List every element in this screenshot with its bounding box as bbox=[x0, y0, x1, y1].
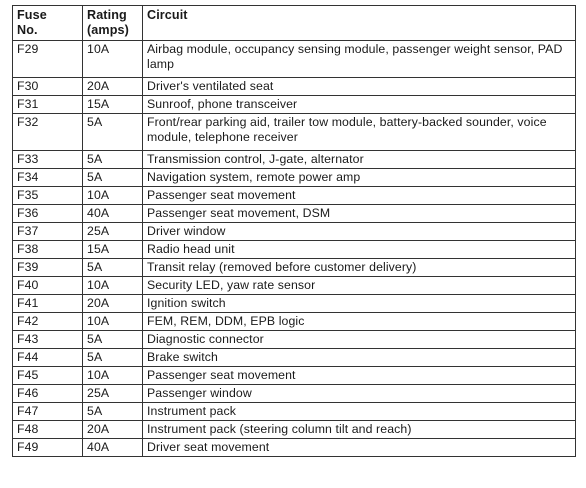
rating-cell: 10A bbox=[83, 187, 143, 205]
header-fuse-line1: Fuse bbox=[17, 8, 47, 22]
fuse-cell: F31 bbox=[13, 96, 83, 114]
table-body bbox=[13, 41, 576, 457]
circuit-cell: Driver seat movement bbox=[143, 439, 576, 457]
rating-cell: 20A bbox=[83, 78, 143, 96]
rating-cell: 40A bbox=[83, 205, 143, 223]
fuse-cell: F33 bbox=[13, 151, 83, 169]
circuit-cell: Transmission control, J-gate, alternator bbox=[143, 151, 576, 169]
rating-cell: 15A bbox=[83, 96, 143, 114]
fuse-table bbox=[12, 5, 576, 457]
circuit-cell: Airbag module, occupancy sensing module, passenger weight sensor, PAD lamp bbox=[143, 41, 576, 78]
circuit-cell: Passenger seat movement bbox=[143, 187, 576, 205]
header-circuit bbox=[143, 6, 576, 41]
table-row bbox=[13, 223, 576, 241]
rating-cell: 10A bbox=[83, 41, 143, 78]
fuse-cell: F44 bbox=[13, 349, 83, 367]
fuse-cell: F49 bbox=[13, 439, 83, 457]
fuse-cell: F45 bbox=[13, 367, 83, 385]
circuit-cell: FEM, REM, DDM, EPB logic bbox=[143, 313, 576, 331]
table-row bbox=[13, 331, 576, 349]
table-row bbox=[13, 96, 576, 114]
table-row bbox=[13, 367, 576, 385]
fuse-cell: F30 bbox=[13, 78, 83, 96]
header-rating-line1: Rating bbox=[87, 8, 127, 22]
circuit-cell: Ignition switch bbox=[143, 295, 576, 313]
rating-cell: 25A bbox=[83, 385, 143, 403]
table-header bbox=[13, 6, 576, 41]
table-row bbox=[13, 187, 576, 205]
fuse-cell: F43 bbox=[13, 331, 83, 349]
fuse-cell: F41 bbox=[13, 295, 83, 313]
fuse-cell: F46 bbox=[13, 385, 83, 403]
circuit-cell: Driver window bbox=[143, 223, 576, 241]
fuse-cell: F39 bbox=[13, 259, 83, 277]
rating-cell: 5A bbox=[83, 114, 143, 151]
rating-cell: 5A bbox=[83, 259, 143, 277]
fuse-cell: F32 bbox=[13, 114, 83, 151]
fuse-cell: F29 bbox=[13, 41, 83, 78]
circuit-cell: Radio head unit bbox=[143, 241, 576, 259]
rating-cell: 5A bbox=[83, 331, 143, 349]
rating-cell: 5A bbox=[83, 349, 143, 367]
rating-cell: 40A bbox=[83, 439, 143, 457]
circuit-cell: Sunroof, phone transceiver bbox=[143, 96, 576, 114]
circuit-cell: Passenger window bbox=[143, 385, 576, 403]
circuit-cell: Front/rear parking aid, trailer tow module, battery-backed sounder, voice module, telephone receiver bbox=[143, 114, 576, 151]
fuse-cell: F48 bbox=[13, 421, 83, 439]
header-fuse-line2: No. bbox=[17, 23, 38, 37]
table-row bbox=[13, 403, 576, 421]
table-row bbox=[13, 114, 576, 151]
header-row bbox=[13, 6, 576, 41]
fuse-cell: F37 bbox=[13, 223, 83, 241]
table-row bbox=[13, 277, 576, 295]
table-row bbox=[13, 259, 576, 277]
circuit-cell: Passenger seat movement bbox=[143, 367, 576, 385]
fuse-cell: F35 bbox=[13, 187, 83, 205]
table-row bbox=[13, 205, 576, 223]
header-circuit-label: Circuit bbox=[147, 8, 188, 22]
table-row bbox=[13, 385, 576, 403]
rating-cell: 20A bbox=[83, 421, 143, 439]
circuit-cell: Navigation system, remote power amp bbox=[143, 169, 576, 187]
circuit-cell: Diagnostic connector bbox=[143, 331, 576, 349]
table-row bbox=[13, 78, 576, 96]
header-fuse-no bbox=[13, 6, 83, 41]
table-row bbox=[13, 41, 576, 78]
rating-cell: 5A bbox=[83, 169, 143, 187]
circuit-cell: Instrument pack (steering column tilt and reach) bbox=[143, 421, 576, 439]
table-row bbox=[13, 241, 576, 259]
fuse-cell: F40 bbox=[13, 277, 83, 295]
rating-cell: 10A bbox=[83, 277, 143, 295]
rating-cell: 10A bbox=[83, 367, 143, 385]
header-rating bbox=[83, 6, 143, 41]
table-row bbox=[13, 295, 576, 313]
rating-cell: 5A bbox=[83, 403, 143, 421]
fuse-cell: F42 bbox=[13, 313, 83, 331]
fuse-cell: F34 bbox=[13, 169, 83, 187]
rating-cell: 20A bbox=[83, 295, 143, 313]
table-row bbox=[13, 421, 576, 439]
rating-cell: 15A bbox=[83, 241, 143, 259]
circuit-cell: Driver's ventilated seat bbox=[143, 78, 576, 96]
table-row bbox=[13, 439, 576, 457]
table-row bbox=[13, 151, 576, 169]
circuit-cell: Transit relay (removed before customer delivery) bbox=[143, 259, 576, 277]
circuit-cell: Instrument pack bbox=[143, 403, 576, 421]
rating-cell: 5A bbox=[83, 151, 143, 169]
rating-cell: 25A bbox=[83, 223, 143, 241]
circuit-cell: Passenger seat movement, DSM bbox=[143, 205, 576, 223]
fuse-cell: F36 bbox=[13, 205, 83, 223]
circuit-cell: Security LED, yaw rate sensor bbox=[143, 277, 576, 295]
header-rating-line2: (amps) bbox=[87, 23, 129, 37]
table-row bbox=[13, 313, 576, 331]
fuse-cell: F47 bbox=[13, 403, 83, 421]
table-row bbox=[13, 349, 576, 367]
fuse-cell: F38 bbox=[13, 241, 83, 259]
rating-cell: 10A bbox=[83, 313, 143, 331]
table-row bbox=[13, 169, 576, 187]
circuit-cell: Brake switch bbox=[143, 349, 576, 367]
